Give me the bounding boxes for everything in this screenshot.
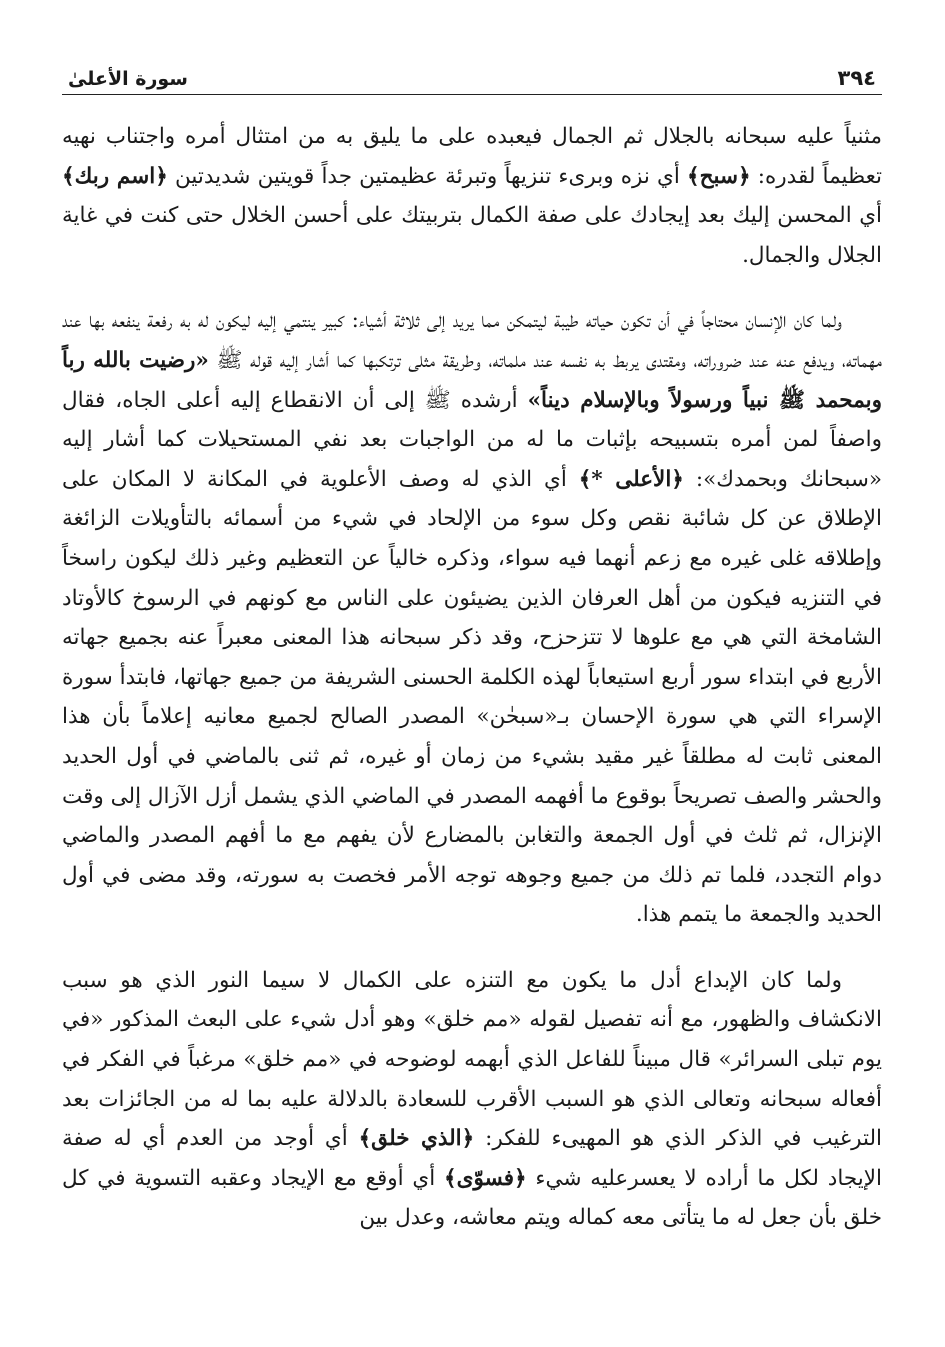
running-header [62, 52, 882, 95]
text-segment: أي الذي له وصف الأعلوية في المكانة لا المكان على الإطلاق عن كل شائبة نقص وكل سوء من الإلحاد في شيء من أسمائه بالتأويلات الزائغة وإطلاقه غلى غيره مع زعم أنهما فيه سواء، وذكره خالياً عن التعظيم وغير ذلك ليكون راسخاً في التنزيه فيكون من أهل العرفان الذين يضيئون على الناس مع كونهم في الرسوخ كالأوتاد الشامخة التي هي مع علوها لا تتزحزح، وقد ذكر سبحانه هذا المعنى معبراً عنه بجميع جهاته الأربع في ابتداء سور أربع استيعاباً لهذه الكلمة الحسنى الشريفة من جميع جهاتها، فابتدأ سورة الإسراء التي هي سورة الإحسان بـ«سبحٰن» المصدر الصالح لجميع معانيه إعلاماً بأن هذا المعنى ثابت له مطلقاً غير مقيد بشيء من زمان أو غيره، ثم ثنى بالماضي في أول الحديد والحشر والصف تصريحاً بوقوع ما أفهمه المصدر في الماضي الذي يشمل أزل الآزال إلى وقت الإنزال، ثم ثلث في أول الجمعة والتغابن بالمضارع لأن يفهم مع ما أفهم المصدر والماضي دوام التجدد، فلما تم ذلك من جميع وجوهه توجه الأمر فخصت به سورته، وقد مضى في أول الحديد والجمعة ما يتمم هذا. [62, 466, 882, 928]
quran-word-ism-rabbik: ﴿اسم ربك﴾ [62, 163, 168, 189]
paragraph-1 [62, 117, 882, 275]
quran-word-alladhi-khalaq: ﴿الذي خلق﴾ [358, 1126, 475, 1152]
quran-word-sabbih: ﴿سبح﴾ [687, 163, 751, 189]
book-page [62, 52, 882, 1264]
text-segment: أي نزه وبرىء تنزيهاً وتبرئة عظيمتين جداً قويتين شديدتين [167, 163, 688, 189]
page-number: ٣٩٤ [837, 66, 876, 90]
paragraph-3 [62, 961, 882, 1238]
text-segment: أرشده ﷺ إلى أن الانقطاع إليه أعلى الجاه، فقال واصفاً لمن أمره بتسبيحه بإثبات ما له من الواجبات بعد نفي المستحيلات كما أشار إليه «سبحانك وبحمدك»: [62, 387, 883, 492]
quran-word-al-ala: ﴿الأعلى *﴾ [578, 466, 684, 492]
hadith-quote: «رضيت بالله رباً وبمحمد ﷺ نبياً ورسولاً وبالإسلام ديناً» [62, 347, 882, 413]
text-segment: أي أوجد من العدم أي له صفة الإيجاد لكل ما أراده لا يعسرعليه شيء [62, 1126, 882, 1191]
body-text [62, 117, 882, 1238]
paragraph-2 [62, 301, 882, 935]
text-segment: ولما كان الإنسان محتاجاً في أن تكون حياته طيبة ليتمكن مما يريد إلى ثلاثة أشياء: كبير ينتمي إليه ليكون له به رفعة ينفعه بها عند مهماته، ويدفع عنه عند ضروراته، ومقتدى يربط به نفسه عند ملماته، وطريقة مثلى ترتكبها كما أشار إليه قوله ﷺ [62, 308, 882, 373]
text-segment: ولما كان الإبداع أدل ما يكون مع التنزه على الكمال لا سيما النور الذي هو سبب الانكشاف والظهور، مع أنه تفصيل لقوله «مم خلق» وهو أدل شيء على البعث المذكور «في يوم تبلى السرائر» قال مبيناً للفاعل الذي أبهمه لوضوحه في «مم خلق» مرغباً في الفكر في أفعاله سبحانه وتعالى الذي هو السبب الأقرب للسعادة بالدلالة عليه بما له من الجائزات بعد الترغيب في الذكر الذي هو المهيىء للفكر: [62, 967, 882, 1152]
text-segment: مثنياً عليه سبحانه بالجلال ثم الجمال فيعبده على ما يليق به من امتثال أمره واجتناب نهيه تعظيماً لقدره: [62, 124, 883, 189]
surah-title: سورة الأعلىٰ [68, 68, 188, 90]
text-segment: أي أوقع مع الإيجاد وعقبه التسوية في كل خلق بأن جعل له ما يتأتى معه كماله ويتم معاشه، وعدل بين [62, 1165, 882, 1231]
quran-word-fasawwa: ﴿فسوّى﴾ [444, 1165, 527, 1191]
text-segment: أي المحسن إليك بعد إيجادك على صفة الكمال بتربيتك على أحسن الخلال حتى كنت في غاية الجلال والجمال. [62, 203, 882, 268]
